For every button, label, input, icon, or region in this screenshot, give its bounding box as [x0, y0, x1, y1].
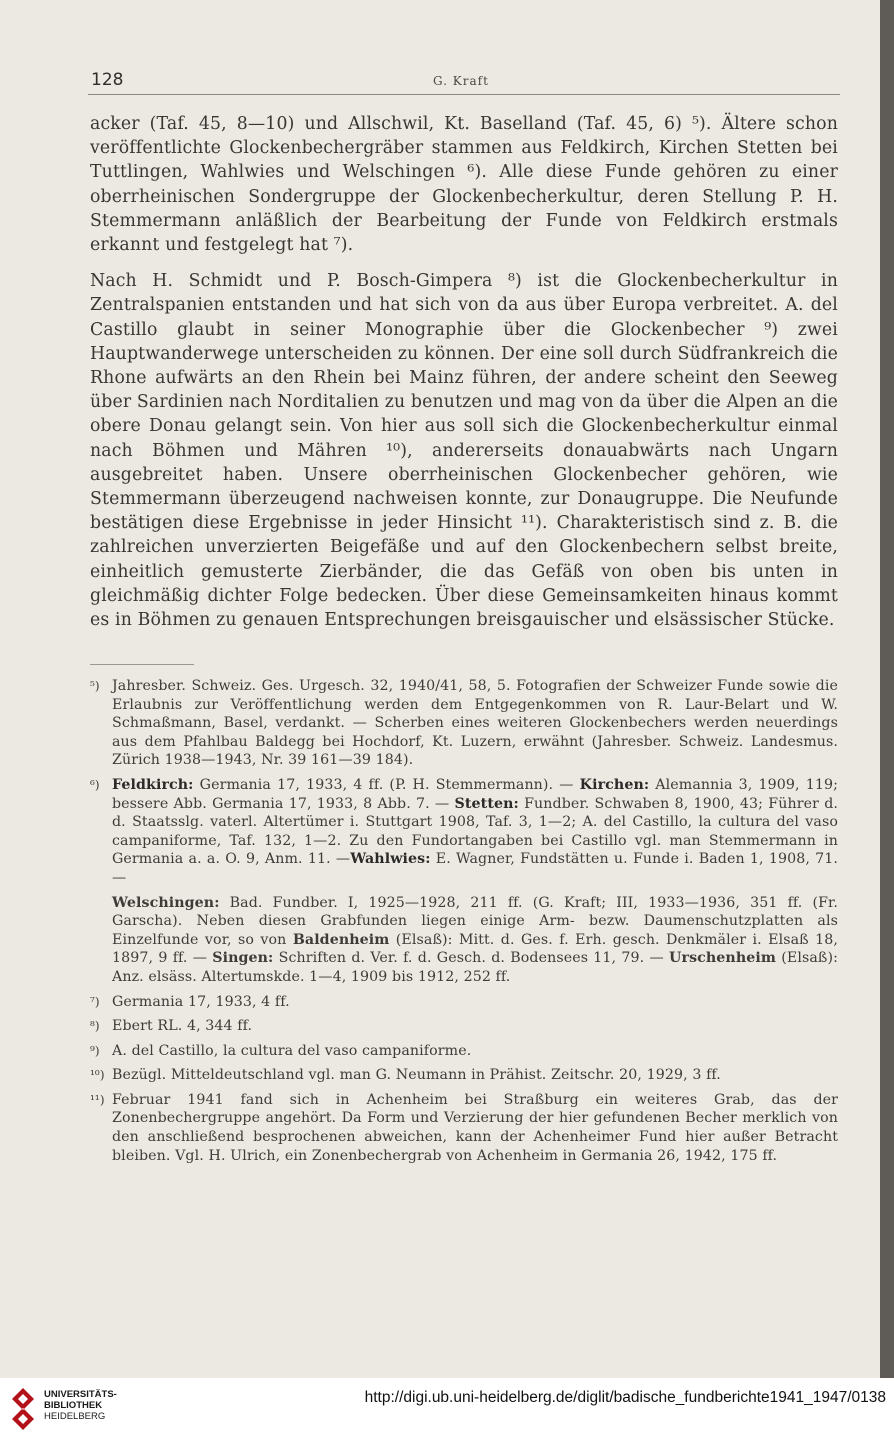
footnote-text: Ebert RL. 4, 344 ff. [112, 1018, 253, 1035]
main-text [90, 112, 838, 644]
library-line-2: BIBLIOTHEK [44, 1400, 103, 1411]
footnote-5 [90, 677, 838, 770]
place-kirchen: Kirchen: [579, 776, 650, 793]
page-number: 128 [91, 70, 124, 90]
kirchen-ref: Alemannia 3, 1909, 119; bessere Abb. Germania 17, 1933, 8 Abb. 7. — [112, 776, 838, 812]
footnote-text: Februar 1941 fand sich in Achenheim bei Straßburg ein weiteres Grab, das der Zonenbechergruppe angehört. Da Form und Verzierung der hier gefundenen Becher merklich von den anschließend besprochenen abweichen, kann der Achenheimer Fund hier außer Betracht bleiben. Vgl. H. Ulrich, ein Zonenbechergrab von Achenheim in Germania 26, 1942, 175 ff. [112, 1091, 838, 1164]
library-line-1: UNIVERSITÄTS- [44, 1389, 117, 1400]
footnote-number: ⁸) [90, 1019, 100, 1034]
library-line-3: HEIDELBERG [44, 1411, 106, 1422]
footnote-divider [90, 664, 194, 665]
page-header [88, 70, 840, 95]
paragraph-2: Nach H. Schmidt und P. Bosch-Gimpera ⁸) ist die Glockenbecherkultur in Zentralspanien entstanden und hat sich von da aus über Europa verbreitet. A. del Castillo glaubt in seiner Monographie über die Glockenbecher ⁹) zwei Hauptwanderwege unterscheiden zu können. Der eine soll durch Südfrankreich die Rhone aufwärts an den Rhein bei Mainz führen, der andere scheint den Seeweg über Sardinien nach Norditalien zu benutzen und mag von da über die Alpen an die obere Donau gelangt sein. Von hier aus soll sich die Glockenbecherkultur einmal nach Böhmen und Mähren ¹⁰), andererseits donauabwärts nach Ungarn ausgebreitet haben. Unsere oberrheinischen Glockenbecher gehören, wie Stemmermann überzeugend nachweisen konnte, zur Donaugruppe. Die Neufunde bestätigen diese Ergebnisse in jeder Hinsicht ¹¹). Charakteristisch sind z. B. die zahlreichen unverzierten Beigefäße und auf den Glockenbechern selbst breite, einheitlich gemusterte Zierbänder, die das Gefäß von oben bis unten in gleichmäßig dichter Folge bedecken. Über diese Gemeinsamkeiten hinaus kommt es in Böhmen zu genauen Entsprechungen breisgauischer und elsässischer Stücke. [90, 271, 838, 631]
footnote-number: ⁹) [90, 1043, 100, 1058]
place-singen: Singen: [212, 950, 274, 967]
welschingen-ref: Bad. Fundber. I, 1925—1928, 211 ff. (G. Kraft; III, 1933—1936, 351 ff. (Fr. Garscha). Neben diesen Grabfunden liegen einige Arm- bezw. Daumenschutzplatten als Einzelfunde vor, so von [112, 894, 838, 948]
paragraph-1: acker (Taf. 45, 8—10) und Allschwil, Kt. Baselland (Taf. 45, 6) ⁵). Ältere schon veröffentlichte Glockenbechergräber stammen aus Feldkirch, Kirchen Stetten bei Tuttlingen, Wahlwies und Welschingen ⁶). Alle diese Funde gehören zu einer oberrheinischen Sondergruppe der Glockenbecherkultur, deren Stellung P. H. Stemmermann anläßlich der Bearbeitung der Funde von Feldkirch erstmals erkannt und festgelegt hat ⁷). [90, 114, 838, 256]
footnote-number: ¹⁰) [90, 1068, 105, 1083]
footnote-9 [90, 1042, 838, 1061]
footer-bar [0, 1378, 894, 1439]
baldenheim-ref: (Elsaß): Mitt. d. Ges. f. Erh. gesch. Denkmäler i. Elsaß 18, 1897, 9 ff. — [112, 931, 838, 967]
feldkirch-ref: Germania 17, 1933, 4 ff. (P. H. Stemmermann). — [193, 776, 580, 793]
footnote-text: Bezügl. Mitteldeutschland vgl. man G. Neumann in Prähist. Zeitschr. 20, 1929, 3 ff. [112, 1067, 721, 1084]
place-welschingen: Welschingen: [112, 894, 220, 911]
page-edge-shadow [880, 0, 894, 1378]
footnote-number: ¹¹) [90, 1092, 105, 1107]
place-wahlwies: Wahlwies: [350, 851, 431, 868]
footnote-6 [90, 776, 838, 888]
source-url-link[interactable]: http://digi.ub.uni-heidelberg.de/diglit/badische_fundberichte1941_1947/0138 [364, 1389, 886, 1406]
place-feldkirch: Feldkirch: [112, 776, 194, 793]
footnote-number: ⁵) [90, 679, 100, 693]
footnote-8 [90, 1017, 838, 1036]
footnote-6-continued [112, 894, 838, 987]
footnote-11 [90, 1091, 838, 1165]
running-head: G. Kraft [433, 74, 489, 88]
footnote-number: ⁷) [90, 994, 100, 1009]
footnote-7 [90, 993, 838, 1012]
footnote-number: ⁶) [90, 777, 100, 792]
library-name [44, 1389, 117, 1422]
footnote-text: Germania 17, 1933, 4 ff. [112, 993, 290, 1010]
stetten-ref: Fundber. Schwaben 8, 1900, 43; Führer d. d. Staatsslg. vaterl. Altertümer i. Stuttgart 1908, Taf. 3, 1—2; A. del Castillo, la cultura del vaso campaniforme, Taf. 132, 1—2. Zu den Fundortangaben bei Castillo vgl. man Stemmermann in Germania a. a. O. 9, Anm. 11. — [112, 795, 838, 868]
urschenheim-ref: (Elsaß): Anz. elsäss. Altertumskde. 1—4, 1909 bis 1912, 252 ff. [112, 950, 838, 985]
wahlwies-ref: E. Wagner, Fundstätten u. Funde i. Baden 1, 1908, 71. — [112, 851, 838, 886]
footnote-text: A. del Castillo, la cultura del vaso campaniforme. [112, 1042, 472, 1059]
place-urschenheim: Urschenheim [669, 950, 776, 967]
place-stetten: Stetten: [454, 795, 519, 812]
library-logo-icon [10, 1386, 36, 1430]
footnote-10 [90, 1066, 838, 1085]
footnote-text [112, 776, 838, 888]
singen-ref: Schriften d. Ver. f. d. Gesch. d. Bodensees 11, 79. — [273, 950, 670, 967]
footnotes [90, 677, 838, 1171]
place-baldenheim: Baldenheim [292, 931, 390, 948]
footnote-text: Jahresber. Schweiz. Ges. Urgesch. 32, 1940/41, 58, 5. Fotografien der Schweizer Funde sowie die Erlaubnis zur Veröffentlichung werden dem Entgegenkommen von R. Laur-Belart und W. Schmaßmann, Basel, verdankt. — Scherben eines weiteren Glockenbechers werden neuerdings aus dem Pfahlbau Baldegg bei Hochdorf, Kt. Luzern, erwähnt (Jahresber. Schweiz. Landesmus. Zürich 1938—1943, Nr. 39 161—39 184). [112, 678, 838, 769]
